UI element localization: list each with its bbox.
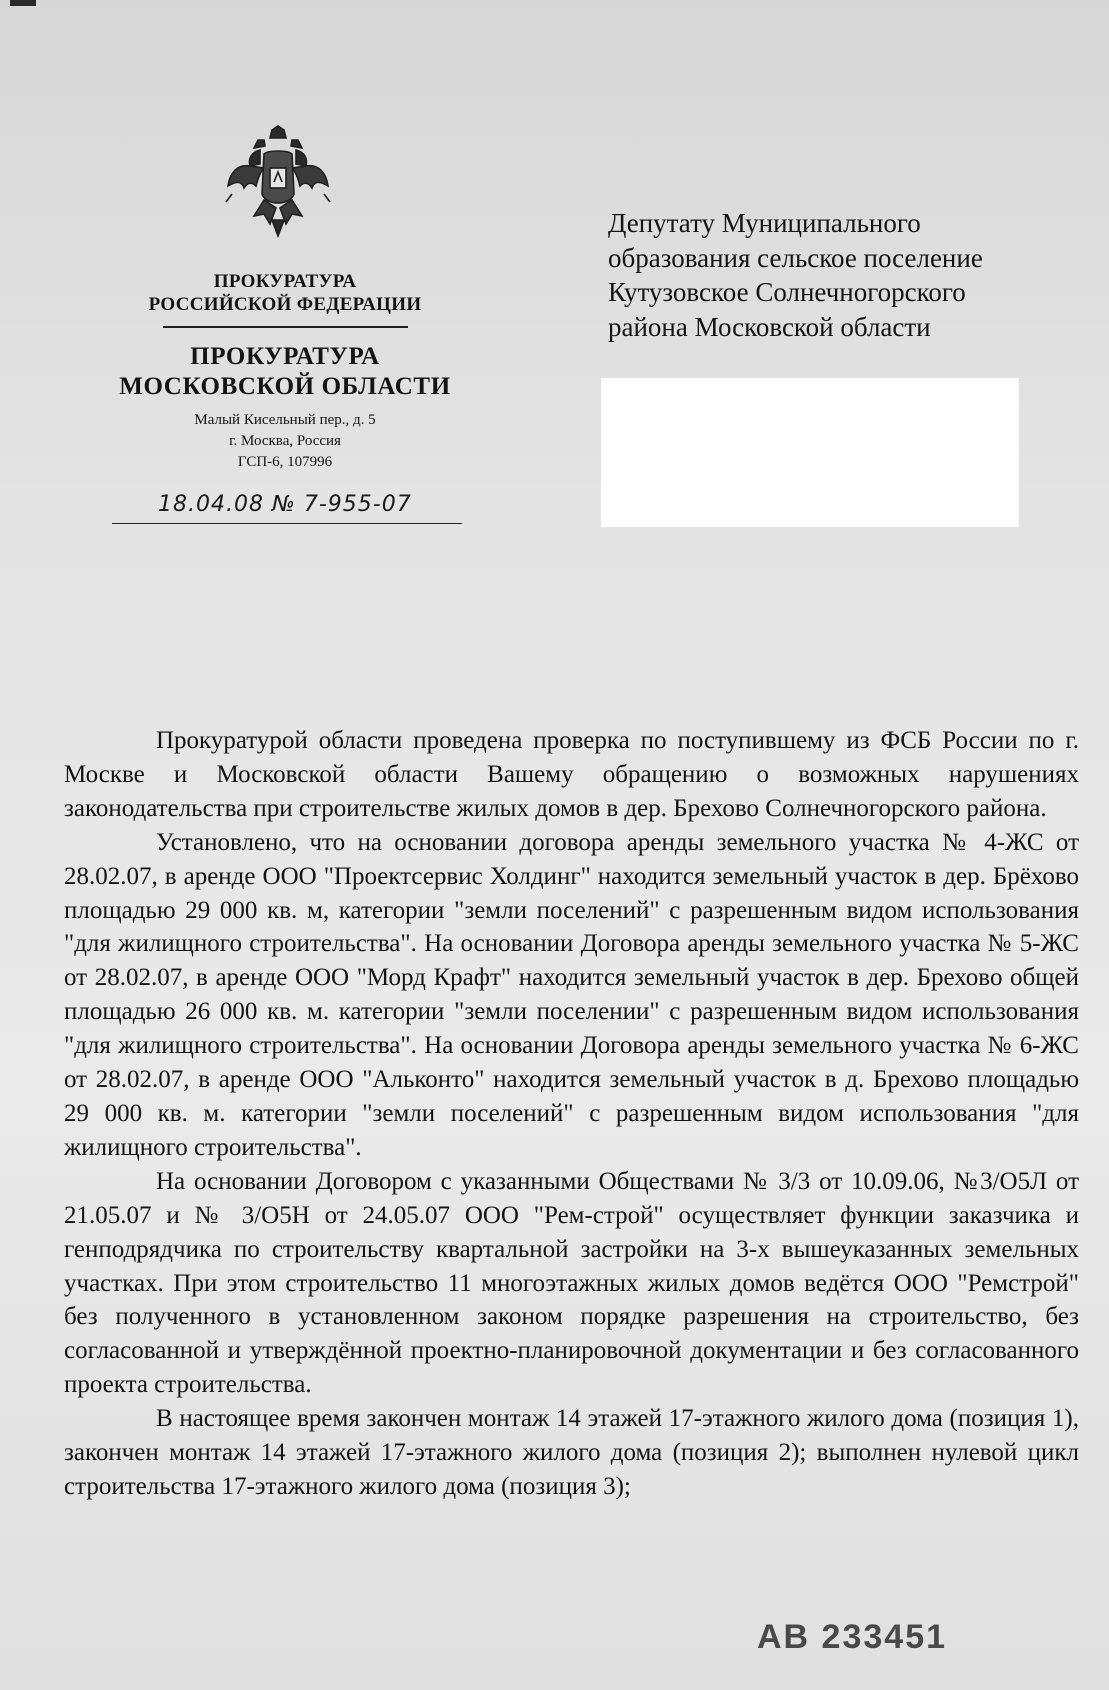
recipient-line: района Московской области (608, 311, 931, 342)
body-paragraph: Установлено, что на основании договора аренды земельного участка № 4-ЖС от 28.02.07, в аренде ООО "Проектсервис Холдинг" находится земельный участок в дер. Брёхово площадью 29 000 кв. м, категории "земли поселений" с разрешенным видом использования "для жилищного строительства". На основании Договора аренды земельного участка № 5-ЖС от 28.02.07, в аренде ООО "Морд Крафт" находится земельный участок в дер. Брехово общей площадью 26 000 кв. м. категории "земли поселении" с разрешенным видом использования "для жилищного строительства". На основании Договора аренды земельного участка № 6-ЖС от 28.02.07, в аренде ООО "Альконто" находится земельный участок в д. Брехово площадью 29 000 кв. м. категории "земли поселений" с разрешенным видом использования "для жилищного строительства". (64, 828, 1079, 1161)
org-name-line: РОССИЙСКОЙ ФЕДЕРАЦИИ (148, 294, 422, 315)
letter-body (64, 724, 1079, 1504)
address-line: Малый Кисельный пер., д. 5 (194, 412, 376, 428)
double-headed-eagle-emblem-icon (224, 124, 332, 240)
body-paragraph: В настоящее время закончен монтаж 14 этажей 17-этажного жилого дома (позиция 1), закончен монтаж 14 этажей 17-этажного жилого дома (позиция 2); выполнен нулевой цикл строительства 17-этажного жилого дома (позиция 3); (64, 1405, 1079, 1500)
outgoing-number-field (112, 492, 462, 526)
redacted-area (601, 378, 1019, 527)
sender-address (100, 410, 470, 473)
sender-block (100, 270, 470, 473)
body-paragraph: На основании Договором с указанными Обществами № 3/3 от 10.09.06, №3/О5Л от 21.05.07 и № 3/О5Н от 24.05.07 ООО "Рем-строй" осуществляет функции заказчика и генподрядчика по строительству квартальной застройки на 3-х вышеуказанных земельных участках. При этом строительство 11 многоэтажных жилых домов ведётся ООО "Ремстрой" без полученного в установленном законом порядке разрешения на строительство, без согласованной и утверждённой проектно-планировочной документации и без согласованного проекта строительства. (64, 1167, 1079, 1399)
recipient-line: Депутату Муниципального (608, 208, 921, 238)
outgoing-number-underline (112, 523, 462, 524)
office-name-line: ПРОКУРАТУРА (190, 343, 380, 370)
office-name-line: МОСКОВСКОЙ ОБЛАСТИ (119, 373, 451, 400)
address-line: г. Москва, Россия (229, 433, 341, 449)
recipient-line: Кутузовское Солнечногорского (608, 277, 966, 307)
recipient-line: образования сельское поселение (608, 242, 983, 273)
recipient-block (608, 206, 1048, 344)
org-name-line: ПРОКУРАТУРА (213, 271, 357, 292)
address-line: ГСП-6, 107996 (237, 454, 333, 470)
body-paragraph: Прокуратурой области проведена проверка по поступившему из ФСБ России по г. Москве и Московской области Вашему обращению о возможных нарушениях законодательства при строительстве жилых домов в дер. Брехово Солнечногорского района. (64, 727, 1079, 822)
serial-number-stamp: АВ 233451 (757, 1618, 948, 1656)
outgoing-number: 18.04.08 № 7-955-07 (158, 492, 412, 517)
sender-divider (163, 326, 408, 328)
scan-edge-mark (10, 0, 36, 6)
